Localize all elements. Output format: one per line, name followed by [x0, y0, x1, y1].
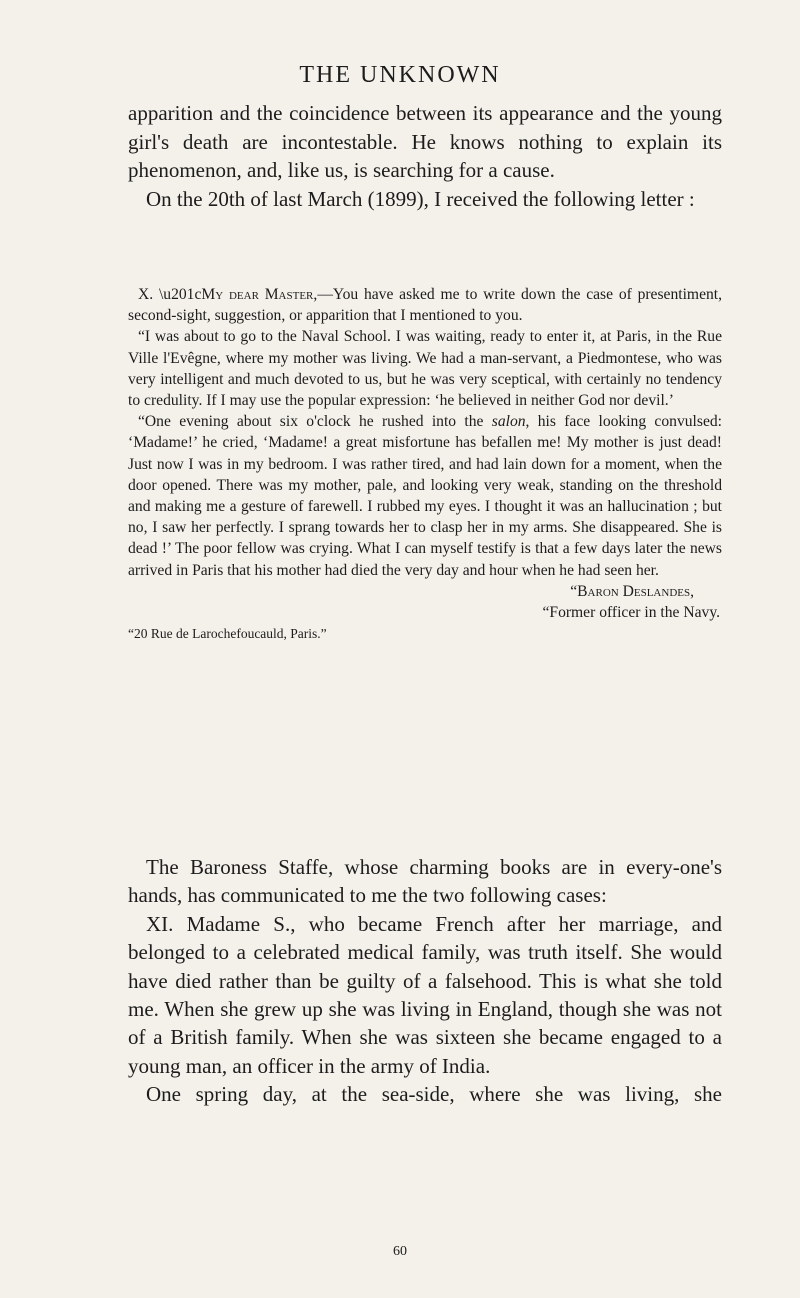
italic-word: salon [491, 413, 526, 431]
intro-paragraph: On the 20th of last March (1899), I received the following letter : [146, 186, 695, 211]
signature-name: “Baron Deslandes, [570, 582, 694, 600]
body-section [128, 853, 722, 1109]
page-number: 60 [393, 1244, 407, 1259]
letter-address: “20 Rue de Larochefoucauld, Paris.” [128, 626, 327, 642]
letter-salutation: My dear Master, [201, 286, 318, 303]
letter-paragraph: “One evening about six o'clock he rushed into the salon, his face looking convulsed: ‘Madame!’ he cried, ‘Madame! a great misfortune has befallen me! My mother is just dead! Just now I was in my bedroom. I was rather tired, and had lain down for a moment, when the door opened. There was my mother, pale, and looking very weak, standing on the threshold and making me a gesture of farewell. I rubbed my eyes. I thought it was an hallucination ; but no, I saw her perfectly. I sprang towards her to clasp her in my arms. She disappeared. She is dead !’ The poor fellow was crying. What I can myself testify is that a few days later the news arrived in Paris that his mother had died the very day and hour when he had seen her. [128, 413, 722, 579]
intro-section [128, 99, 722, 213]
body-paragraph: The Baroness Staffe, whose charming books are in every-one's hands, has communicated to me the two following cases: [128, 855, 722, 908]
letter-paragraph: —You have asked me to write down the case of presentiment, second-sight, suggestion, or apparition that I mentioned to you. [128, 286, 723, 325]
signature-title: “Former officer in the Navy. [542, 604, 720, 622]
letter-block [128, 284, 722, 644]
letter-opening: X. \u201cMy dear Master,—You have asked me to write down the case of presentiment, second-sight, suggestion, or apparition that I mentioned to you. [128, 286, 723, 325]
running-header: THE UNKNOWN [299, 62, 501, 88]
body-paragraph: XI. Madame S., who became French after her marriage, and belonged to a celebrated medical family, was truth itself. She would have died rather than be guilty of a falsehood. This is what she told me. When she grew up she was living in England, though she was not of a British family. When she was sixteen she became engaged to a young man, an officer in the army of India. [128, 911, 722, 1078]
letter-paragraph: “I was about to go to the Naval School. I was waiting, ready to enter it, at Paris, in the Rue Ville l'Evêgne, where my mother was living. We had a man-servant, a Piedmontese, who was very intelligent and much devoted to us, but he was very sceptical, with certainly no tendency to credulity. If I may use the popular expression: ‘he believed in neither God nor devil.’ [128, 328, 722, 410]
body-paragraph: One spring day, at the sea-side, where she was living, she [146, 1082, 722, 1107]
intro-paragraph: apparition and the coincidence between its appearance and the young girl's death are incontestable. He knows nothing to explain its phenomenon, and, like us, is searching for a cause. [128, 101, 722, 182]
case-number: X. [138, 286, 154, 303]
